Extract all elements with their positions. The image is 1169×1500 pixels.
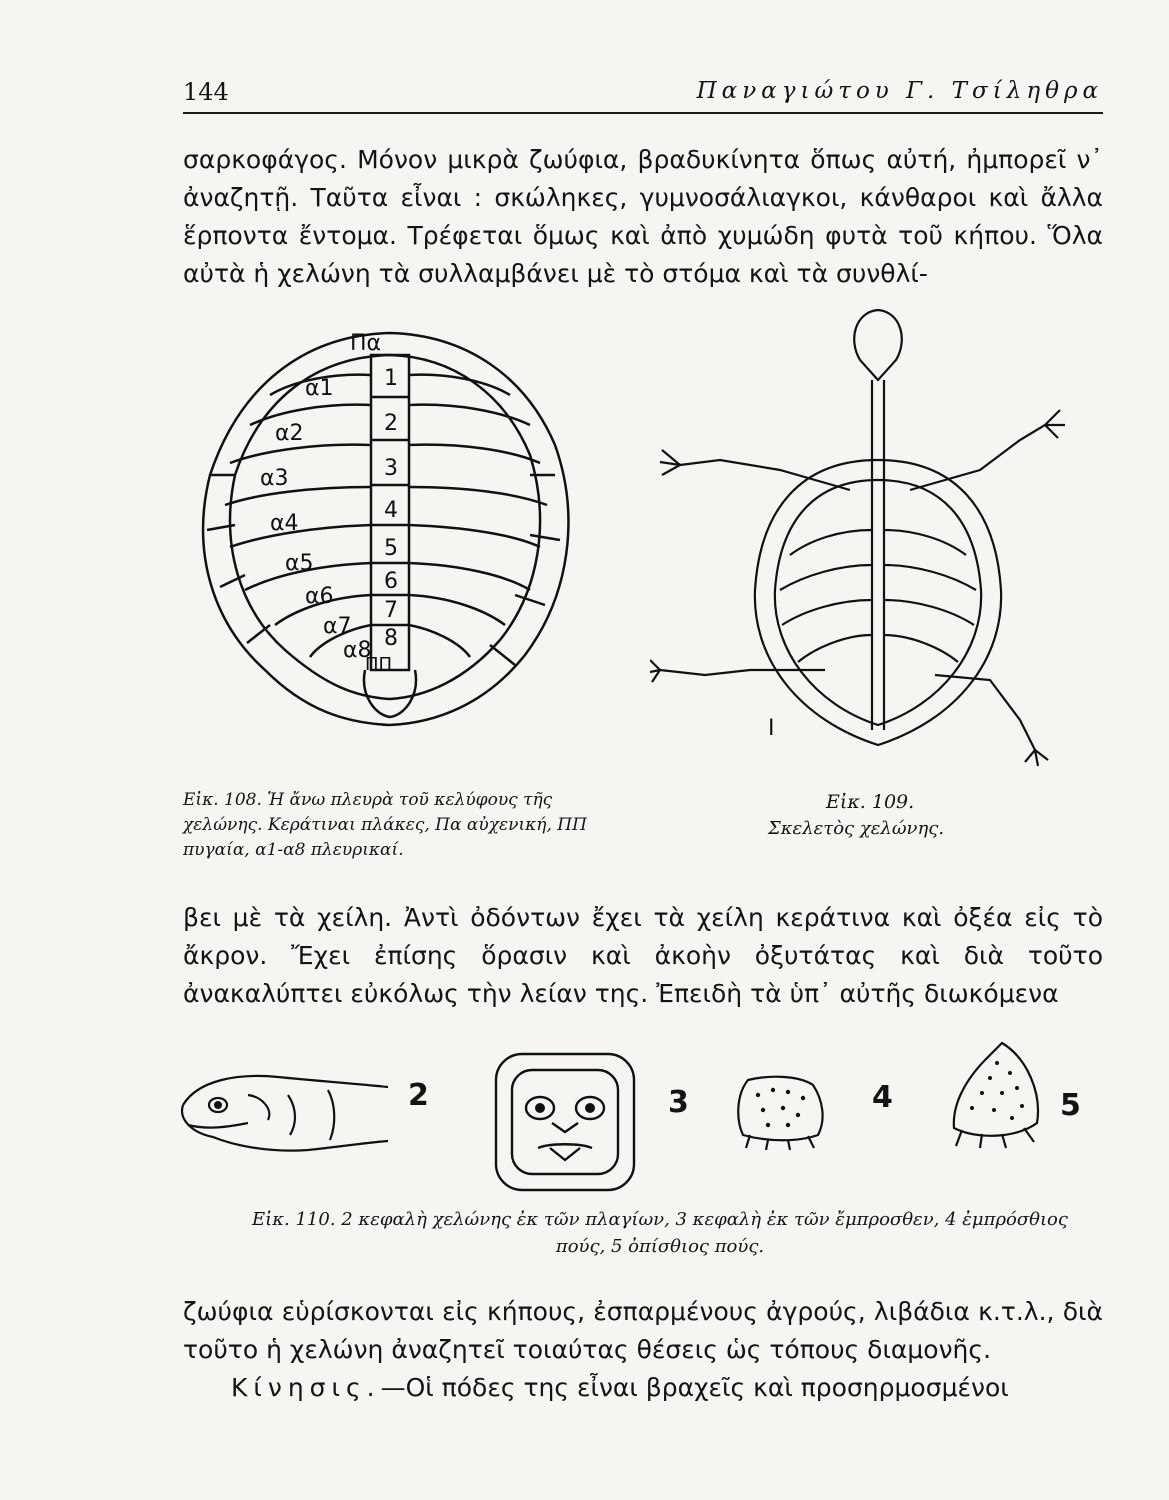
label-v2: 2 (384, 411, 398, 436)
page-header (183, 72, 1103, 114)
figure-110-number-2: 2 (408, 1078, 429, 1113)
section-heading-kinesis: Κίνησις. (231, 1373, 381, 1402)
paragraph-4-text: —Οἱ πόδες της εἶναι βραχεῖς καὶ προσηρμοσμένοι (380, 1373, 1009, 1402)
label-a6: α6 (305, 584, 334, 609)
figure-109-skeleton (650, 300, 1070, 770)
figure-110-head-front (490, 1048, 640, 1196)
label-v5: 5 (384, 536, 398, 561)
caption-figure-109-title: Εἰκ. 109. (826, 791, 915, 813)
figure-110-head-side (178, 1065, 393, 1170)
label-a4: α4 (270, 511, 299, 536)
label-a1: α1 (305, 376, 334, 401)
label-a5: α5 (285, 551, 314, 576)
paragraph-1: σαρκοφάγος. Μόνον μικρὰ ζωύφια, βραδυκίνητα ὅπως αὐτή, ἠμπορεῖ ν᾿ ἀναζητῇ. Ταῦτα εἶναι : σκώληκες, γυμνοσάλιαγκοι, κάνθαροι καὶ ἄλλα ἕρποντα ἔντομα. Τρέφεται ὅμως καὶ ἀπὸ χυμώδη φυτὰ τοῦ κήπου. Ὅλα αὐτὰ ἡ χελώνη τὰ συλλαμβάνει μὲ τὸ στόμα καὶ τὰ συνθλί- (183, 145, 1103, 288)
paragraph-2: βει μὲ τὰ χείλη. Ἀντὶ ὀδόντων ἔχει τὰ χείλη κεράτινα καὶ ὀξέα εἰς τὸ ἄκρον. Ἔχει ἐπίσης ὅρασιν καὶ ἀκοὴν ὀξυτάτας καὶ διὰ τοῦτο ἀνακαλύπτει εὐκόλως τὴν λείαν της. Ἐπειδὴ τὰ ὑπ᾿ αὐτῆς διωκόμενα (183, 903, 1103, 1008)
figure-110-number-4: 4 (872, 1080, 893, 1115)
figure-108-carapace (195, 325, 590, 730)
label-v1: 1 (384, 366, 398, 391)
label-pygal: ΠΠ (365, 654, 393, 675)
label-v4: 4 (384, 498, 398, 523)
paragraph-3: ζωύφια εὑρίσκονται εἰς κήπους, ἐσπαρμένους ἀγρούς, λιβάδια κ.τ.λ., διὰ τοῦτο ἡ χελώνη ἀναζητεῖ τοιαύτας θέσεις ὡς τόπους διαμονῆς. (183, 1297, 1103, 1364)
caption-figure-109-sub: Σκελετὸς χελώνης. (768, 818, 945, 839)
label-nuchal: Πα (350, 331, 382, 356)
label-skeleton-i: I (768, 716, 775, 741)
label-v3: 3 (384, 456, 398, 481)
label-v6: 6 (384, 569, 398, 594)
label-a2: α2 (275, 421, 304, 446)
page-number: 144 (183, 78, 229, 106)
figure-110-number-5: 5 (1060, 1088, 1081, 1123)
label-a3: α3 (260, 466, 289, 491)
paragraph-4 (183, 1369, 1103, 1407)
caption-figure-108: Εἰκ. 108. Ἡ ἄνω πλευρὰ τοῦ κελύφους τῆς χελώνης. Κεράτιναι πλάκες, Πα αὐχενική, ΠΠ πυγαία, α1-α8 πλευρικαί. (183, 790, 587, 860)
label-a7: α7 (323, 614, 352, 639)
label-v8: 8 (384, 626, 398, 651)
label-a8: α8 (343, 638, 372, 663)
figure-110-fore-foot (728, 1070, 833, 1150)
figure-110-number-3: 3 (668, 1085, 689, 1120)
label-v7: 7 (384, 598, 398, 623)
figure-110-hind-foot (942, 1038, 1052, 1150)
caption-figure-110: Εἰκ. 110. 2 κεφαλὴ χελώνης ἐκ τῶν πλαγίων, 3 κεφαλὴ ἐκ τῶν ἔμπροσθεν, 4 ἐμπρόσθιος πούς, 5 ὀπίσθιος πούς. (252, 1209, 1068, 1257)
running-head: Παναγιώτου Γ. Τσίληθρα (696, 78, 1103, 104)
